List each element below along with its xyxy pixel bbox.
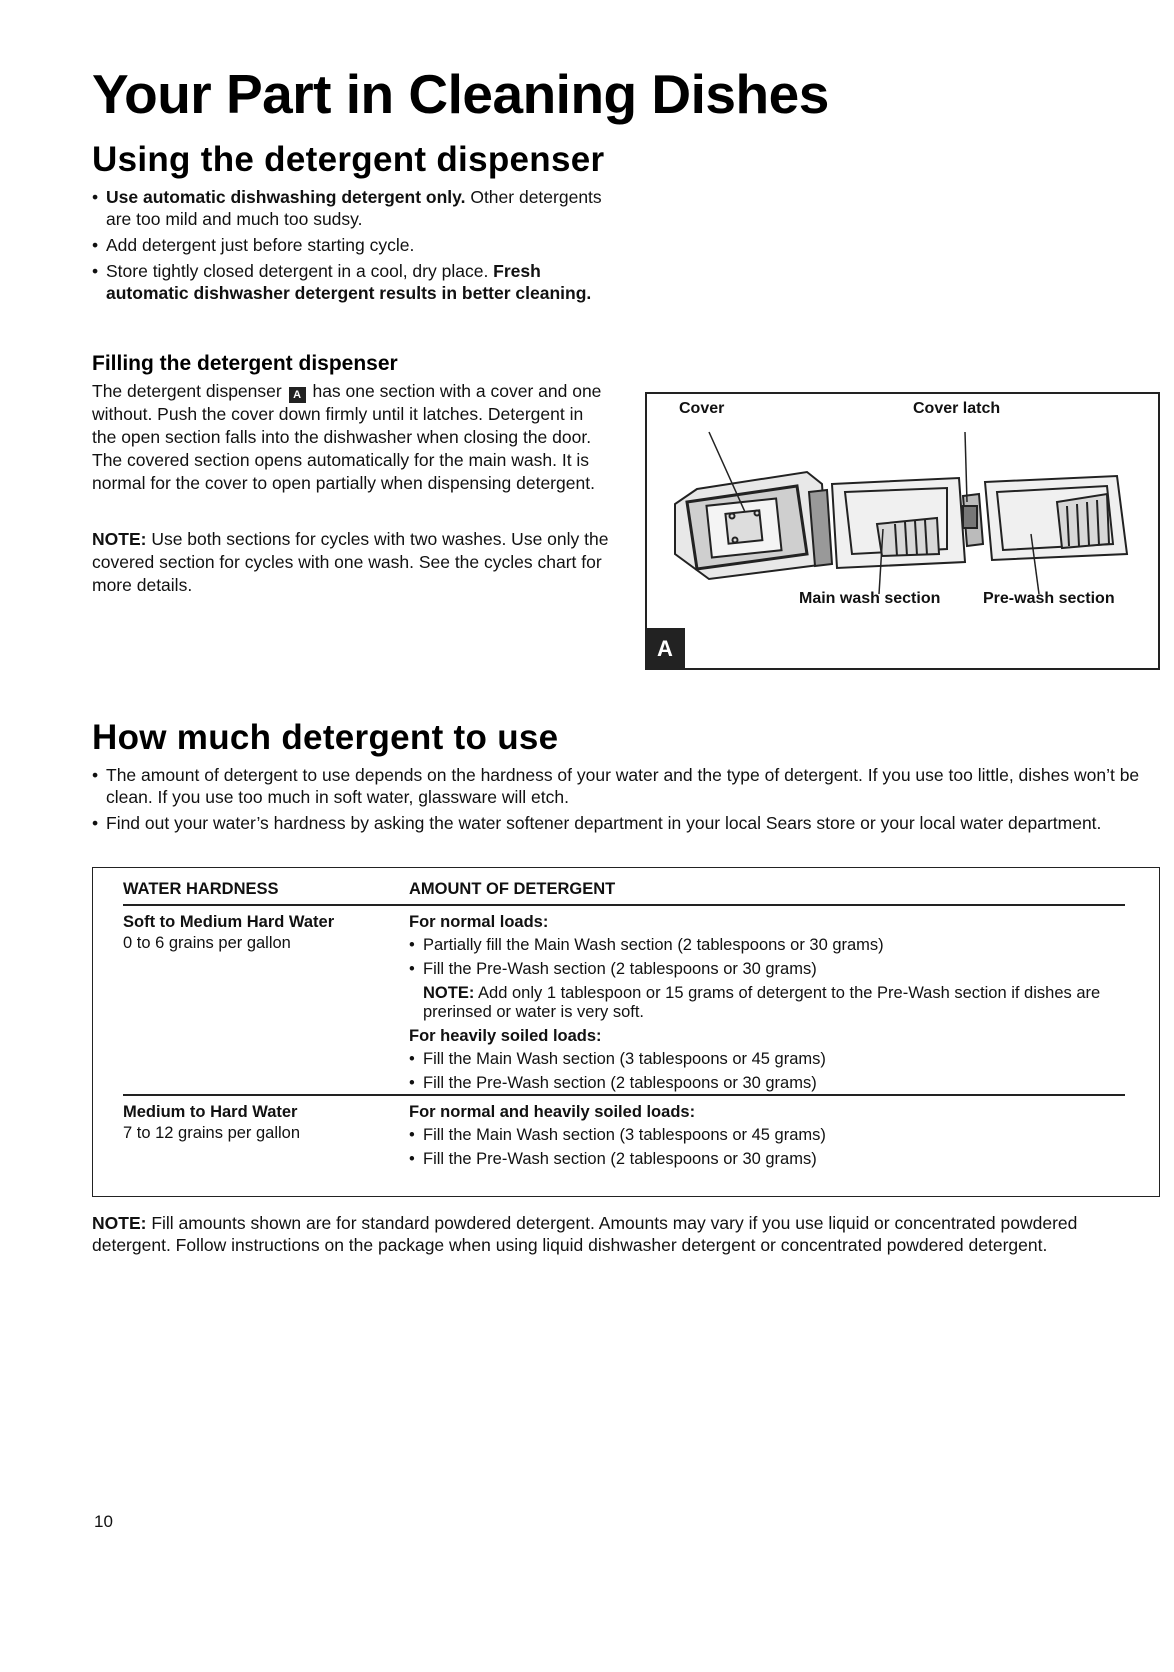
page-title: Your Part in Cleaning Dishes	[92, 63, 829, 125]
page-number: 10	[94, 1512, 113, 1531]
section-heading-how-much: How much detergent to use	[92, 718, 559, 757]
dispenser-bullets	[92, 186, 612, 308]
column-header-amount: AMOUNT OF DETERGENT	[409, 880, 616, 898]
figure-badge: A	[645, 628, 685, 670]
section-heading-using-dispenser: Using the detergent dispenser	[92, 140, 605, 179]
list-item: • Partially fill the Main Wash section (2 tablespoons or 30 grams)	[409, 935, 1129, 956]
label-cover: Cover	[679, 400, 725, 417]
label-cover-latch: Cover latch	[913, 400, 1001, 417]
list-item: • Add detergent just before starting cycle.	[92, 234, 612, 256]
list-item: • Find out your water’s hardness by asking the water softener department in your local Sears store or your local water department.	[92, 812, 1160, 834]
list-item: • Fill the Main Wash section (3 tablespoons or 45 grams)	[409, 1125, 1129, 1146]
list-item: • Fill the Pre-Wash section (2 tablespoons or 30 grams)	[409, 1073, 1129, 1094]
filling-paragraph: The detergent dispenser A has one section with a cover and one without. Push the cover down firmly until it latches. Detergent in the open section falls into the dishwasher when closing the door. The covered section opens automatically for the main wash. It is normal for the cover to open partially when dispensing detergent.	[92, 381, 602, 493]
list-item: • Store tightly closed detergent in a cool, dry place. Fresh automatic dishwasher detergent results in better cleaning.	[92, 260, 612, 304]
list-item: • The amount of detergent to use depends on the hardness of your water and the type of detergent. If you use too little, dishes won’t be clean. If you use too much in soft water, glassware will etch.	[92, 764, 1160, 808]
figure-a-reference-badge: A	[289, 387, 306, 403]
list-item: • Fill the Pre-Wash section (2 tablespoons or 30 grams)	[409, 1149, 1129, 1170]
list-item: • Use automatic dishwashing detergent only. Other detergents are too mild and much too sudsy.	[92, 186, 612, 230]
table-row-2-hardness: Medium to Hard Water 7 to 12 grains per gallon	[123, 1103, 301, 1142]
dispenser-illustration	[647, 394, 1158, 668]
detergent-table	[92, 867, 1160, 1197]
row-divider	[123, 1094, 1125, 1096]
label-main-wash-section: Main wash section	[799, 590, 941, 607]
table-note: NOTE: Add only 1 tablespoon or 15 grams of detergent to the Pre-Wash section if dishes are prerinsed or water is very soft.	[423, 984, 1101, 1021]
label-prewash-section: Pre-wash section	[983, 590, 1115, 607]
footer-note: NOTE: Fill amounts shown are for standard powdered detergent. Amounts may vary if you use liquid or concentrated powdered detergent. Follow instructions on the package when using liquid dishwasher detergent or concentrated powdered detergent.	[92, 1213, 1078, 1255]
list-item: • Fill the Main Wash section (3 tablespoons or 45 grams)	[409, 1049, 1129, 1070]
dispenser-figure	[645, 392, 1160, 670]
column-header-water-hardness: WATER HARDNESS	[123, 880, 279, 898]
table-row-2-amount: For normal and heavily soiled loads: • Fill the Main Wash section (3 tablespoons or 45 grams) • Fill the Pre-Wash section (2 tablespoons or 30 grams)	[409, 1102, 1129, 1173]
list-item: • Fill the Pre-Wash section (2 tablespoons or 30 grams)	[409, 959, 1129, 980]
filling-note: NOTE: Use both sections for cycles with two washes. Use only the covered section for cycles with one wash. See the cycles chart for more details.	[92, 529, 609, 595]
subheading-filling-dispenser: Filling the detergent dispenser	[92, 352, 398, 375]
how-much-bullets	[92, 764, 1160, 838]
table-row-1-amount: For normal loads: • Partially fill the Main Wash section (2 tablespoons or 30 grams) • Fill the Pre-Wash section (2 tablespoons or 30 grams) NOTE: Add only 1 tablespoon or 15 grams of detergent to the Pre-Wash section if dishes are prerinsed or water is very soft. For heavily soiled loads: • Fill the Main Wash section (3 tablespoons or 45 grams) • Fill the Pre-Wash section (2 tablespoons or 30 grams)	[409, 912, 1129, 1097]
table-row-1-hardness: Soft to Medium Hard Water 0 to 6 grains per gallon	[123, 913, 335, 952]
header-divider	[123, 904, 1125, 906]
